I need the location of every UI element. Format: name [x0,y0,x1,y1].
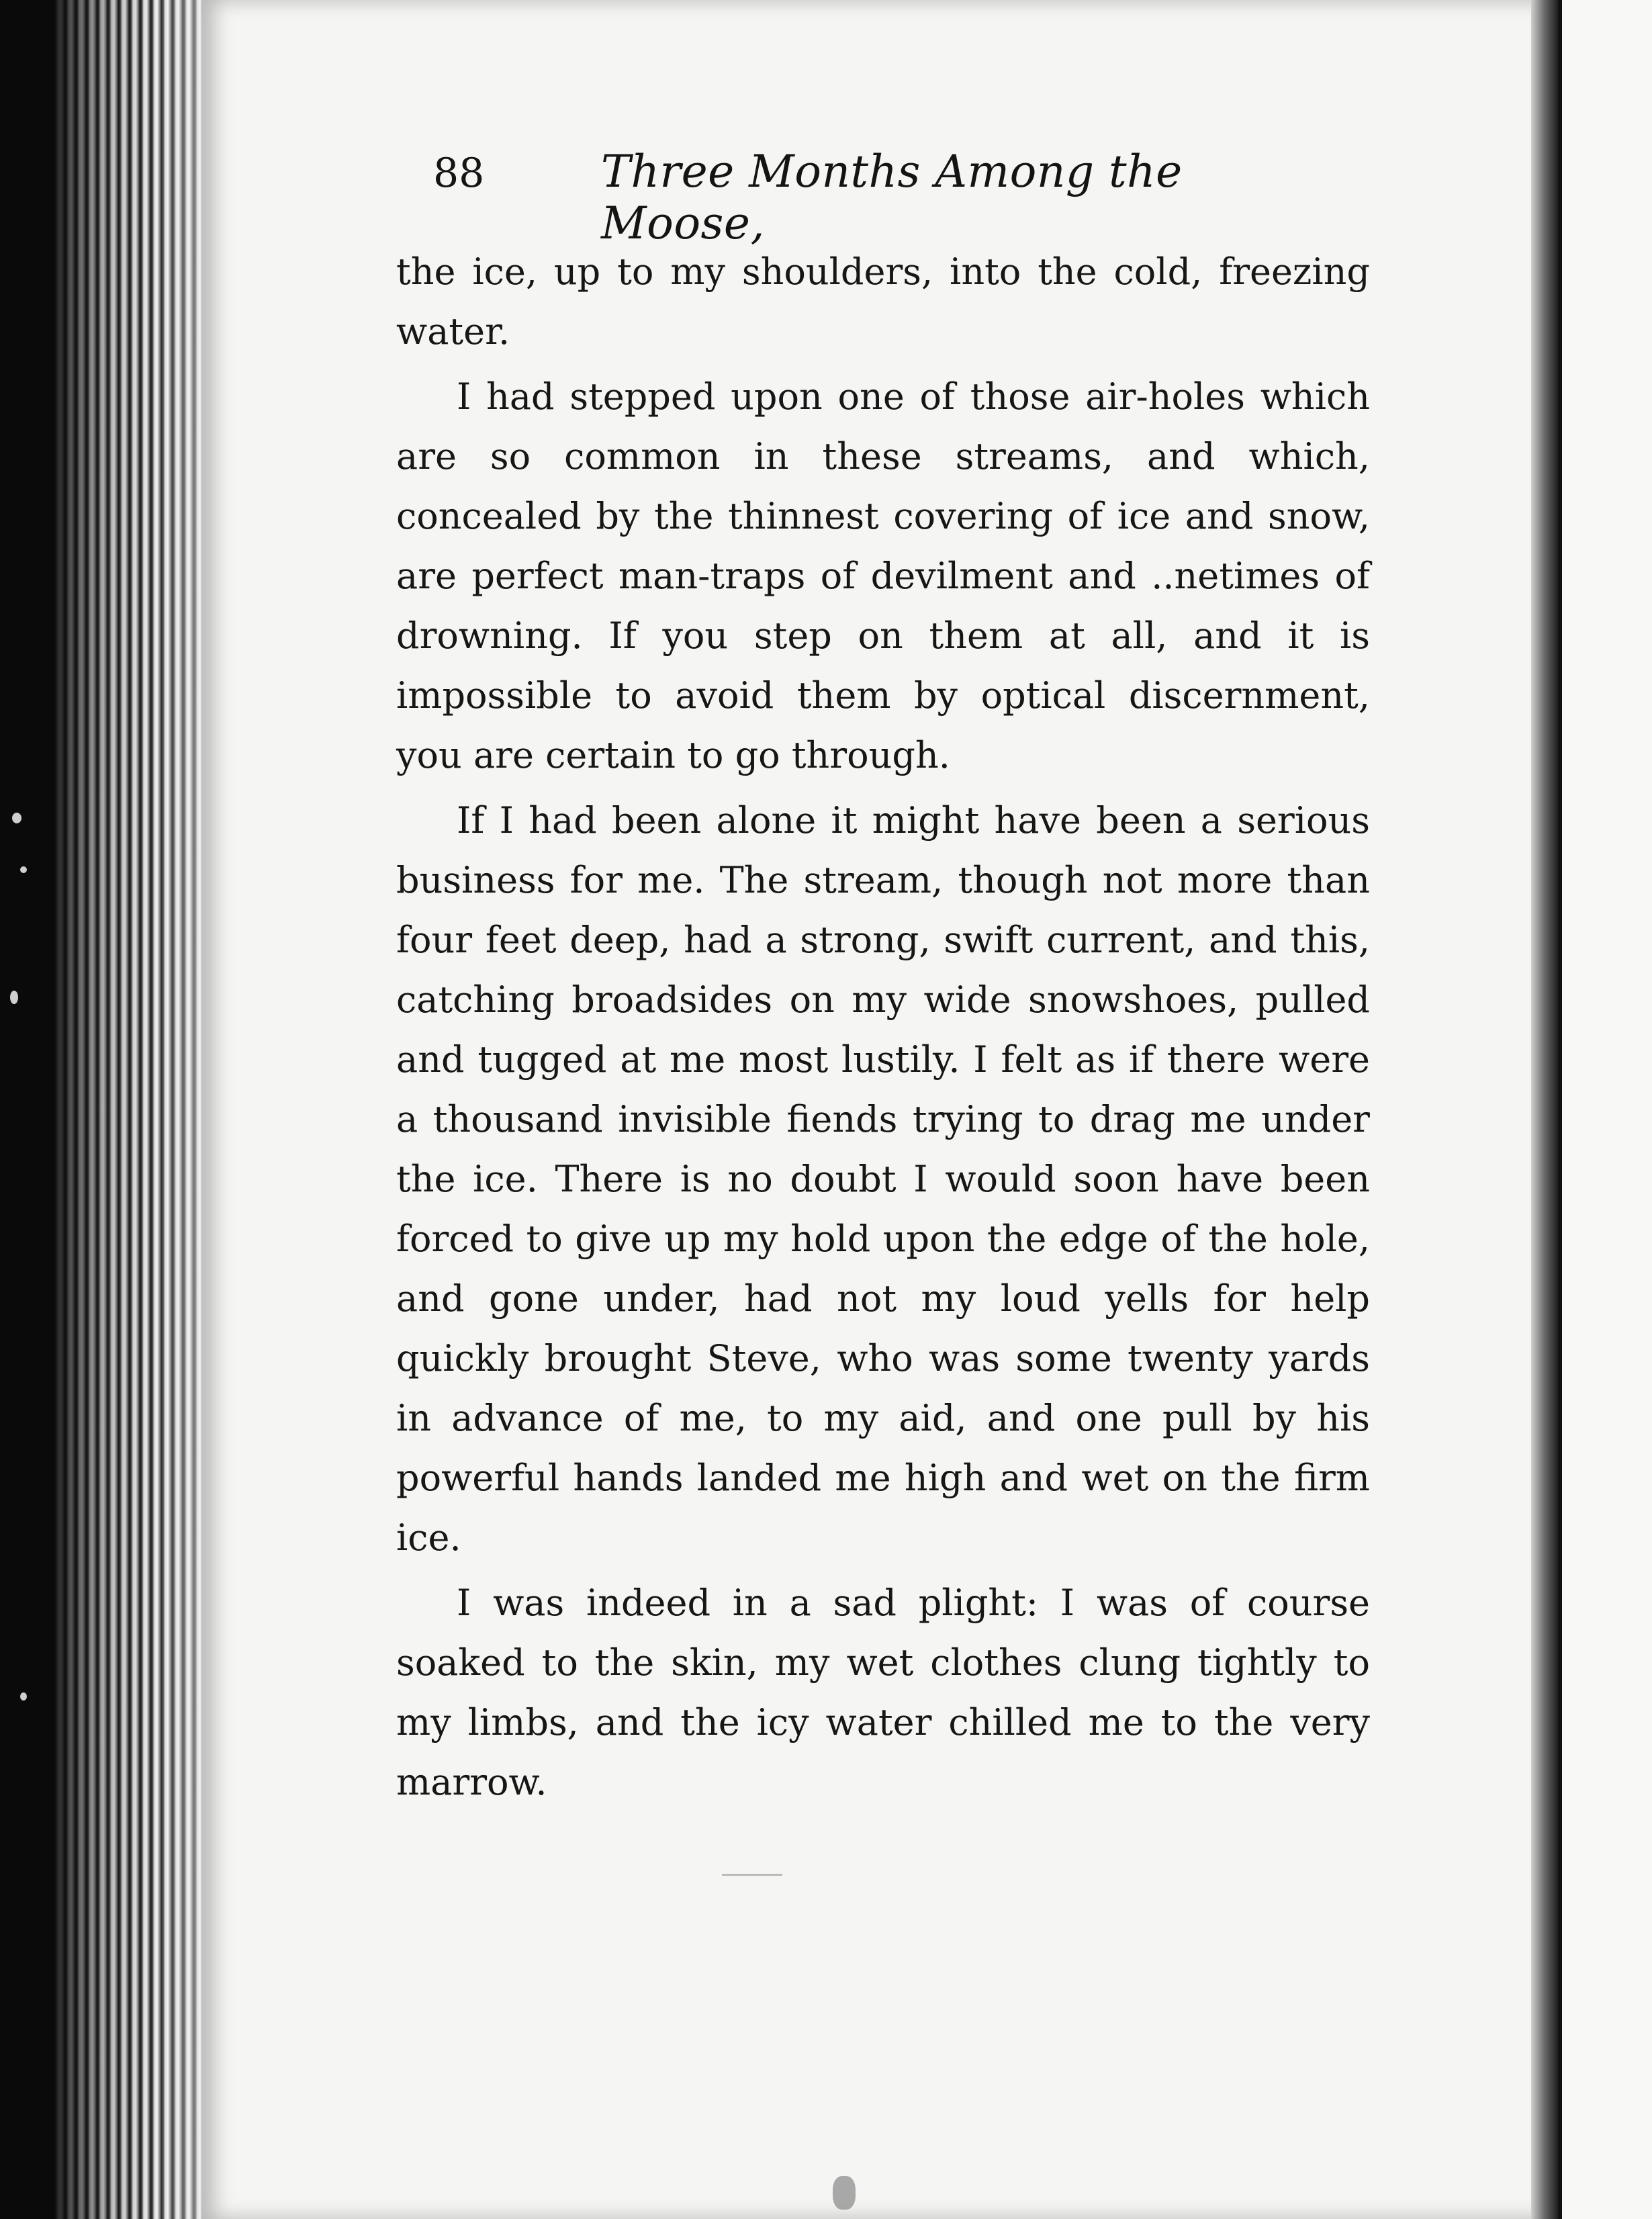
page-edges-shadow [54,0,215,2219]
scan-mark [833,2176,856,2210]
scan-speck [20,866,27,873]
paragraph-3: If I had been alone it might have been a serious business for me. The stream, though not more than four feet deep, had a strong, swift current, and this, catching broadsides on my wide snowshoes, pulled and tugged at me most lustily. I felt as if there were a thousand invisible fiends trying to drag me under the ice. There is no doubt I would soon have been forced to give up my hold upon the edge of the hole, and gone under, had not my loud yells for help quickly brought Steve, who was some twenty yards in advance of me, to my aid, and one pull by his powerful hands landed me high and wet on the firm ice. [396,799,1370,1559]
scan-speck [20,1692,27,1701]
paragraph-2: I had stepped upon one of those air-holes which are so common in these streams, and which, concealed by the thinnest covering of ice and snow, are perfect man-traps of devilment and ..netimes of drowning. If you step on them at all, and it is impossible to avoid them by optical discernment, you are certain to go through. [396,375,1370,776]
page-edges-stack [54,0,215,2219]
running-title: Three Months Among the Moose, [601,146,1183,249]
scan-mark [722,1874,782,1876]
paragraph-1: the ice, up to my shoulders, into the cold, freezing water. [396,251,1370,353]
body-text [396,242,1370,1817]
running-header [433,138,1313,249]
facing-page-edge [1558,0,1652,2219]
paragraph-4: I was indeed in a sad plight: I was of course soaked to the skin, my wet clothes clung tightly to my limbs, and the icy water chilled me to the very marrow. [396,1582,1370,1803]
page-fold-shadow [1531,0,1558,2219]
page-number: 88 [433,150,485,197]
scan-speck [12,813,21,823]
scan-speck [10,991,18,1004]
